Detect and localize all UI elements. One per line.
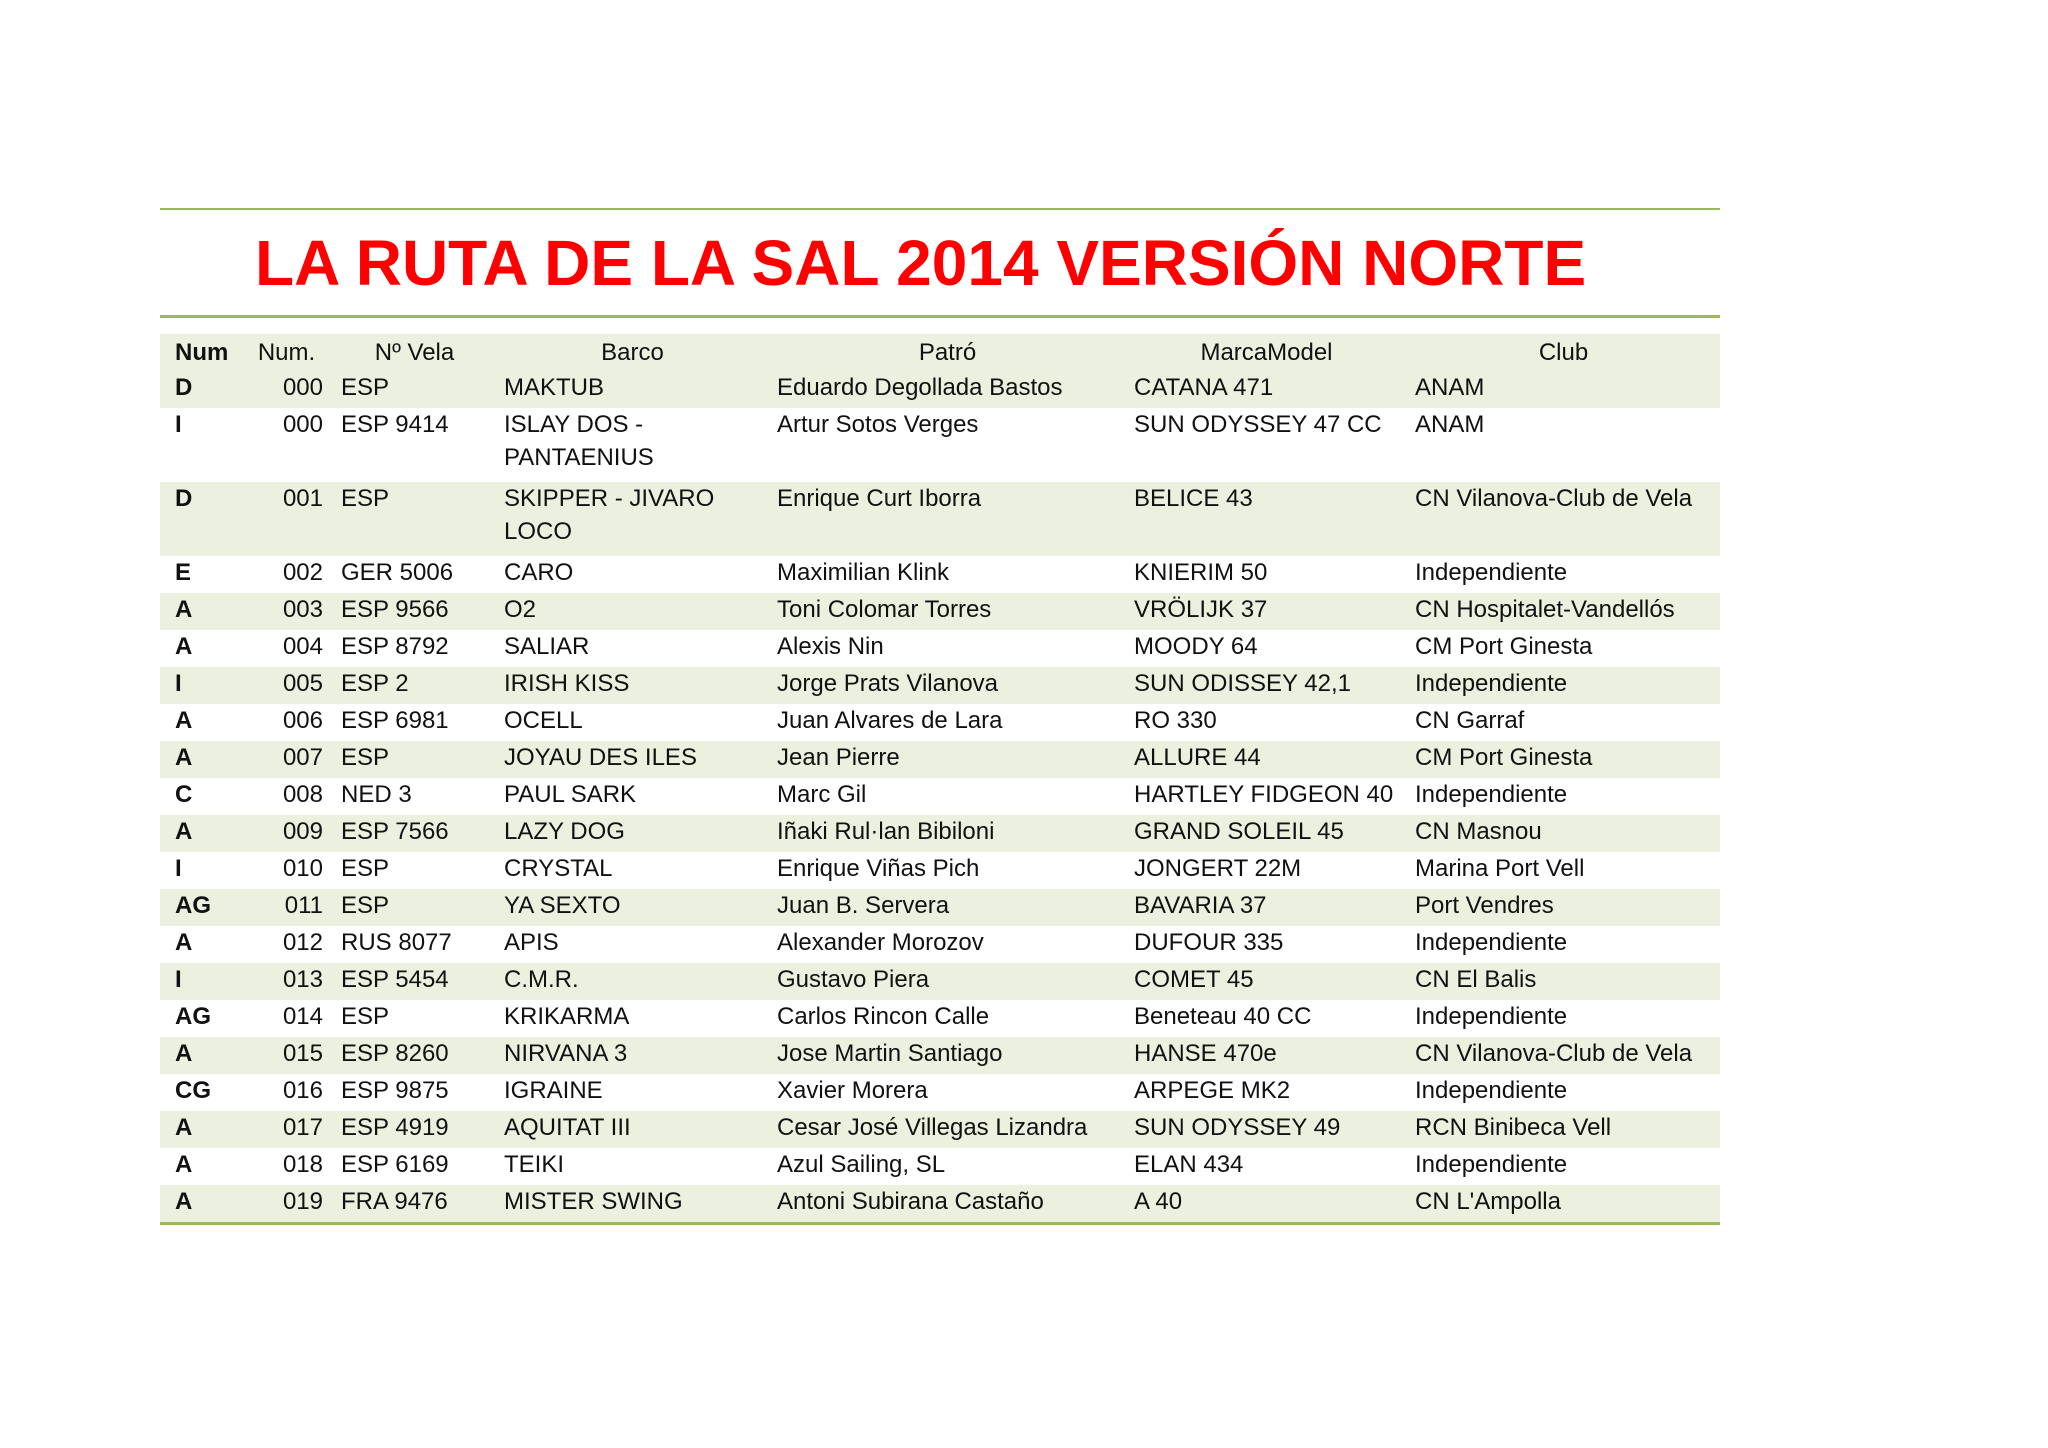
cell-skipper: Gustavo Piera <box>769 963 1126 1000</box>
cell-class: A <box>175 707 193 734</box>
cell-class: A <box>175 633 193 660</box>
header-club: Club <box>1407 334 1720 371</box>
cell-skipper: Carlos Rincon Calle <box>777 1003 990 1030</box>
cell-class: A <box>160 1185 240 1224</box>
cell-skipper: Enrique Curt Iborra <box>769 482 1126 556</box>
cell-boat: SALIAR <box>504 633 590 660</box>
table-row <box>160 371 1720 408</box>
cell-skipper: Eduardo Degollada Bastos <box>769 371 1126 408</box>
cell-num: 005 <box>240 667 333 704</box>
cell-sail-number: ESP 2 <box>333 667 496 704</box>
cell-class: I <box>175 411 182 438</box>
table-row <box>160 482 1720 556</box>
cell-skipper: Enrique Viñas Pich <box>777 855 980 882</box>
cell-skipper: Alexander Morozov <box>777 929 984 956</box>
cell-class: I <box>160 667 240 704</box>
cell-skipper: Maximilian Klink <box>777 559 950 586</box>
cell-make-model: GRAND SOLEIL 45 <box>1126 815 1407 852</box>
cell-boat: ISLAY DOS - PANTAENIUS <box>504 411 654 471</box>
cell-make-model: CATANA 471 <box>1126 371 1407 408</box>
cell-sail-number: ESP 9414 <box>341 411 449 438</box>
cell-club: ANAM <box>1415 411 1485 438</box>
cell-num: 007 <box>240 741 333 778</box>
cell-boat: JOYAU DES ILES <box>496 741 769 778</box>
cell-sail-number: RUS 8077 <box>341 929 452 956</box>
cell-skipper: Jean Pierre <box>769 741 1126 778</box>
cell-make-model: MOODY 64 <box>1134 633 1258 660</box>
cell-club: CN L'Ampolla <box>1407 1185 1720 1224</box>
cell-num: 004 <box>282 633 323 660</box>
cell-club: Independiente <box>1415 781 1568 808</box>
cell-skipper: Toni Colomar Torres <box>769 593 1126 630</box>
cell-sail-number: ESP <box>333 371 496 408</box>
cell-boat: IGRAINE <box>504 1077 603 1104</box>
cell-num: 001 <box>240 482 333 556</box>
cell-club: Independiente <box>1415 1151 1568 1178</box>
table-row <box>160 852 1720 889</box>
cell-sail-number: ESP 4919 <box>333 1111 496 1148</box>
cell-club: RCN Binibeca Vell <box>1407 1111 1720 1148</box>
cell-make-model: JONGERT 22M <box>1134 855 1302 882</box>
cell-club: CN Hospitalet-Vandellós <box>1407 593 1720 630</box>
cell-make-model: BAVARIA 37 <box>1126 889 1407 926</box>
table-row <box>160 1185 1720 1224</box>
cell-make-model: ALLURE 44 <box>1126 741 1407 778</box>
title-block <box>160 208 1720 318</box>
cell-sail-number: ESP <box>341 855 390 882</box>
cell-club: CM Port Ginesta <box>1415 633 1593 660</box>
cell-class: C <box>175 781 193 808</box>
cell-club: Independiente <box>1415 1077 1568 1104</box>
cell-num: 017 <box>240 1111 333 1148</box>
entries-table <box>160 334 1720 1225</box>
cell-sail-number: ESP 7566 <box>333 815 496 852</box>
cell-class: A <box>160 1037 240 1074</box>
cell-make-model: KNIERIM 50 <box>1134 559 1268 586</box>
cell-skipper: Jorge Prats Vilanova <box>769 667 1126 704</box>
table-row <box>160 1074 1720 1111</box>
table-row <box>160 889 1720 926</box>
cell-num: 000 <box>240 371 333 408</box>
cell-boat: MISTER SWING <box>496 1185 769 1224</box>
cell-club: Marina Port Vell <box>1415 855 1585 882</box>
cell-boat: TEIKI <box>504 1151 565 1178</box>
cell-num: 002 <box>282 559 323 586</box>
cell-sail-number: NED 3 <box>341 781 412 808</box>
cell-boat: OCELL <box>504 707 583 734</box>
cell-boat: NIRVANA 3 <box>496 1037 769 1074</box>
cell-sail-number: FRA 9476 <box>333 1185 496 1224</box>
cell-num: 013 <box>240 963 333 1000</box>
cell-make-model: HARTLEY FIDGEON 40 <box>1134 781 1394 808</box>
cell-class: D <box>160 371 240 408</box>
cell-club: CN Vilanova-Club de Vela <box>1407 482 1720 556</box>
cell-class: E <box>175 559 192 586</box>
cell-boat: YA SEXTO <box>496 889 769 926</box>
header-boat: Barco <box>496 334 769 371</box>
cell-num: 006 <box>282 707 323 734</box>
cell-club: CN Garraf <box>1415 707 1525 734</box>
cell-num: 000 <box>282 411 323 438</box>
cell-sail-number: ESP <box>341 1003 390 1030</box>
cell-class: I <box>175 855 182 882</box>
cell-club: CN El Balis <box>1407 963 1720 1000</box>
table-row <box>160 926 1720 963</box>
page-title: LA RUTA DE LA SAL 2014 VERSIÓN NORTE <box>255 227 1587 299</box>
cell-make-model: ARPEGE MK2 <box>1134 1077 1291 1104</box>
cell-class: AG <box>160 889 240 926</box>
cell-sail-number: ESP 9566 <box>333 593 496 630</box>
cell-club: CM Port Ginesta <box>1407 741 1720 778</box>
cell-club: Independiente <box>1415 1003 1568 1030</box>
cell-num: 015 <box>240 1037 333 1074</box>
cell-num: 012 <box>282 929 323 956</box>
cell-class: A <box>160 593 240 630</box>
cell-make-model: SUN ODISSEY 42,1 <box>1126 667 1407 704</box>
cell-num: 014 <box>282 1003 323 1030</box>
cell-num: 010 <box>282 855 323 882</box>
cell-boat: MAKTUB <box>496 371 769 408</box>
table-row <box>160 963 1720 1000</box>
cell-make-model: ELAN 434 <box>1134 1151 1244 1178</box>
table-row <box>160 741 1720 778</box>
table-row <box>160 1148 1720 1185</box>
cell-club: Independiente <box>1415 559 1568 586</box>
cell-club: CN Masnou <box>1407 815 1720 852</box>
cell-make-model: A 40 <box>1126 1185 1407 1224</box>
table-row <box>160 593 1720 630</box>
cell-boat: IRISH KISS <box>496 667 769 704</box>
cell-class: CG <box>175 1077 211 1104</box>
cell-skipper: Xavier Morera <box>777 1077 928 1104</box>
cell-class: A <box>175 1151 193 1178</box>
cell-skipper: Marc Gil <box>777 781 867 808</box>
header-skipper: Patró <box>769 334 1126 371</box>
cell-boat: PAUL SARK <box>504 781 637 808</box>
header-num: Num <box>160 334 240 371</box>
cell-sail-number: ESP 5454 <box>333 963 496 1000</box>
cell-skipper: Cesar José Villegas Lizandra <box>769 1111 1126 1148</box>
cell-make-model: BELICE 43 <box>1126 482 1407 556</box>
cell-boat: AQUITAT III <box>496 1111 769 1148</box>
cell-sail-number: ESP <box>333 741 496 778</box>
cell-skipper: Iñaki Rul·lan Bibiloni <box>769 815 1126 852</box>
entry-list-sheet <box>160 208 1720 1225</box>
cell-num: 009 <box>240 815 333 852</box>
cell-class: I <box>160 963 240 1000</box>
cell-make-model: DUFOUR 335 <box>1134 929 1284 956</box>
cell-sail-number: ESP 9875 <box>341 1077 449 1104</box>
cell-class: A <box>160 815 240 852</box>
cell-skipper: Jose Martin Santiago <box>769 1037 1126 1074</box>
cell-club: CN Vilanova-Club de Vela <box>1407 1037 1720 1074</box>
cell-class: A <box>175 929 193 956</box>
cell-sail-number: ESP 6169 <box>341 1151 449 1178</box>
cell-class: AG <box>175 1003 211 1030</box>
cell-num: 018 <box>282 1151 323 1178</box>
cell-make-model: RO 330 <box>1134 707 1217 734</box>
cell-skipper: Alexis Nin <box>777 633 884 660</box>
cell-sail-number: ESP 8792 <box>341 633 449 660</box>
cell-make-model: COMET 45 <box>1126 963 1407 1000</box>
cell-boat: KRIKARMA <box>504 1003 630 1030</box>
cell-sail-number: ESP 6981 <box>341 707 449 734</box>
cell-num: 008 <box>282 781 323 808</box>
cell-sail-number: ESP <box>333 482 496 556</box>
table-row <box>160 556 1720 593</box>
cell-sail-number: ESP <box>333 889 496 926</box>
cell-skipper: Juan Alvares de Lara <box>777 707 1003 734</box>
header-make-model: MarcaModel <box>1126 334 1407 371</box>
cell-class: D <box>160 482 240 556</box>
cell-boat: C.M.R. <box>496 963 769 1000</box>
table-row <box>160 630 1720 667</box>
table-row <box>160 408 1720 482</box>
cell-boat: LAZY DOG <box>496 815 769 852</box>
cell-skipper: Juan B. Servera <box>769 889 1126 926</box>
table-row <box>160 1037 1720 1074</box>
table-row <box>160 815 1720 852</box>
cell-boat: APIS <box>504 929 559 956</box>
cell-club: Independiente <box>1407 667 1720 704</box>
cell-sail-number: ESP 8260 <box>333 1037 496 1074</box>
cell-boat: CARO <box>504 559 574 586</box>
header-sail-number: Nº Vela <box>333 334 496 371</box>
table-row <box>160 1111 1720 1148</box>
cell-skipper: Azul Sailing, SL <box>777 1151 946 1178</box>
cell-sail-number: GER 5006 <box>341 559 454 586</box>
cell-boat: CRYSTAL <box>504 855 613 882</box>
cell-make-model: VRÖLIJK 37 <box>1126 593 1407 630</box>
cell-class: A <box>160 741 240 778</box>
cell-skipper: Antoni Subirana Castaño <box>769 1185 1126 1224</box>
cell-boat: SKIPPER - JIVARO LOCO <box>496 482 769 556</box>
cell-num: 003 <box>240 593 333 630</box>
cell-make-model: Beneteau 40 CC <box>1134 1003 1312 1030</box>
cell-num: 011 <box>240 889 333 926</box>
cell-num: 016 <box>282 1077 323 1104</box>
table-row <box>160 704 1720 741</box>
table-header-row <box>160 334 1720 371</box>
cell-club: Port Vendres <box>1407 889 1720 926</box>
cell-club: ANAM <box>1407 371 1720 408</box>
cell-make-model: HANSE 470e <box>1126 1037 1407 1074</box>
cell-num: 019 <box>240 1185 333 1224</box>
cell-make-model: SUN ODYSSEY 49 <box>1126 1111 1407 1148</box>
cell-club: Independiente <box>1415 929 1568 956</box>
cell-class: A <box>160 1111 240 1148</box>
table-row <box>160 1000 1720 1037</box>
header-num-dot: Num. <box>240 334 333 371</box>
table-row <box>160 667 1720 704</box>
cell-boat: O2 <box>496 593 769 630</box>
table-row <box>160 778 1720 815</box>
cell-skipper: Artur Sotos Verges <box>777 411 979 438</box>
cell-make-model: SUN ODYSSEY 47 CC <box>1134 411 1382 438</box>
